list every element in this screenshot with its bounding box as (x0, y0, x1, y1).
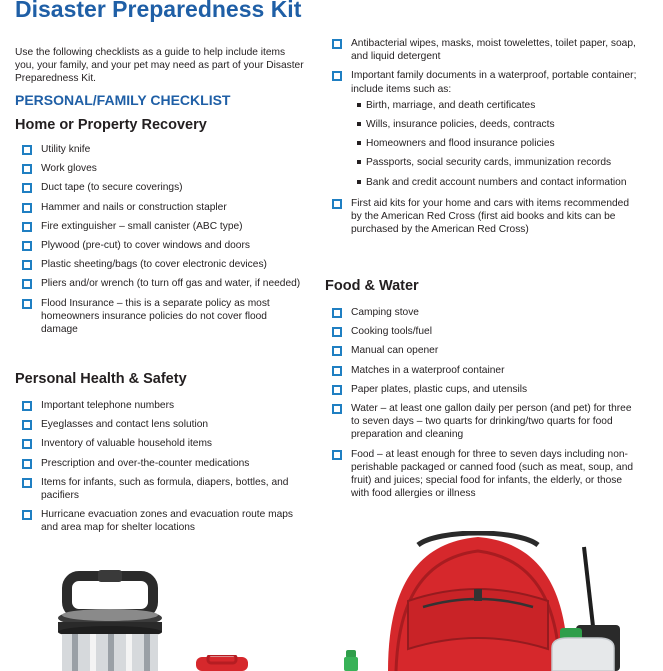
checkbox-icon[interactable] (22, 510, 32, 520)
sublist-item: Wills, insurance policies, deeds, contracts (351, 118, 640, 131)
checklist-item: Camping stove (325, 306, 640, 319)
checklist-item: Eyeglasses and contact lens solution (15, 418, 305, 431)
first-aid-kit-image (192, 655, 252, 671)
checklist-item: Fire extinguisher – small canister (ABC type) (15, 220, 305, 233)
checklist-item: Hammer and nails or construction stapler (15, 201, 305, 214)
checkbox-icon[interactable] (332, 366, 342, 376)
checklist-item: Utility knife (15, 143, 305, 156)
checklist-item: Plastic sheeting/bags (to cover electronic devices) (15, 258, 305, 271)
food-water-heading: Food & Water (325, 278, 419, 294)
bullet-icon (357, 122, 361, 126)
lantern-image (40, 568, 180, 671)
checkbox-icon[interactable] (22, 299, 32, 309)
documents-sublist (351, 99, 640, 189)
bullet-icon (357, 160, 361, 164)
checkbox-icon[interactable] (332, 346, 342, 356)
checkbox-icon[interactable] (332, 404, 342, 414)
checkbox-icon[interactable] (22, 241, 32, 251)
checklist-item: First aid kits for your home and cars with items recommended by the American Red Cross (first aid books and kits can be purchased by the American Red Cross) (325, 197, 640, 237)
home-recovery-list (15, 143, 305, 336)
checkbox-icon[interactable] (22, 439, 32, 449)
checklist-item: Plywood (pre-cut) to cover windows and doors (15, 239, 305, 252)
checklist-item: Paper plates, plastic cups, and utensils (325, 383, 640, 396)
checkbox-icon[interactable] (22, 459, 32, 469)
checkbox-icon[interactable] (22, 203, 32, 213)
checklist-item: Hurricane evacuation zones and evacuation route maps and area map for shelter locations (15, 508, 305, 534)
bullet-icon (357, 141, 361, 145)
checkbox-icon[interactable] (332, 450, 342, 460)
checklist-item: Antibacterial wipes, masks, moist towelettes, toilet paper, soap, and liquid detergent (325, 37, 640, 63)
checklist-item: Inventory of valuable household items (15, 437, 305, 450)
checkbox-icon[interactable] (22, 145, 32, 155)
checklist-item: Important telephone numbers (15, 399, 305, 412)
checkbox-icon[interactable] (332, 39, 342, 49)
checklist-item: Food – at least enough for three to seven days including non-perishable packaged or canned food (such as meat, soup, and fruit) and juices; special food for infants, the elderly, or those with food allergies or illness (325, 448, 640, 501)
intro-text: Use the following checklists as a guide to help include items you, your family, and your pet may need as part of your Disaster Preparedness Kit. (15, 47, 304, 85)
health-safety-list (15, 399, 305, 535)
checklist-item: Flood Insurance – this is a separate policy as most homeowners insurance policies do not cover flood damage (15, 297, 305, 337)
bullet-icon (357, 103, 361, 107)
checklist-item: Important family documents in a waterproof, portable container; include items such as: Birth, marriage, and death certificates Wills, insurance policies, deeds, contracts Homeowners and flood insurance policies Passports, social security cards, immunization records Bank and credit account numbers and contact information (325, 69, 640, 188)
sublist-item: Passports, social security cards, immunization records (351, 156, 640, 169)
sublist-item: Homeowners and flood insurance policies (351, 137, 640, 150)
checklist-item: Cooking tools/fuel (325, 325, 640, 338)
supplies-list (325, 37, 640, 236)
checklist-item: Work gloves (15, 162, 305, 175)
checkbox-icon[interactable] (332, 385, 342, 395)
water-jug-image (548, 622, 618, 671)
checklist-item: Prescription and over-the-counter medications (15, 457, 305, 470)
health-safety-heading: Personal Health & Safety (15, 371, 187, 387)
checkbox-icon[interactable] (22, 183, 32, 193)
checkbox-icon[interactable] (22, 260, 32, 270)
sublist-item: Birth, marriage, and death certificates (351, 99, 640, 112)
checkbox-icon[interactable] (332, 327, 342, 337)
checkbox-icon[interactable] (22, 164, 32, 174)
checklist-item: Manual can opener (325, 344, 640, 357)
checkbox-icon[interactable] (22, 478, 32, 488)
checklist-item: Pliers and/or wrench (to turn off gas and water, if needed) (15, 277, 305, 290)
checkbox-icon[interactable] (332, 71, 342, 81)
bullet-icon (357, 180, 361, 184)
section-heading: PERSONAL/FAMILY CHECKLIST (15, 92, 231, 108)
checkbox-icon[interactable] (332, 308, 342, 318)
home-recovery-heading: Home or Property Recovery (15, 117, 207, 133)
food-water-list (325, 306, 640, 500)
sublist-item: Bank and credit account numbers and contact information (351, 176, 640, 189)
checklist-item: Items for infants, such as formula, diapers, bottles, and pacifiers (15, 476, 305, 502)
checklist-item: Matches in a waterproof container (325, 364, 640, 377)
spray-bottle-image (340, 650, 362, 671)
page-title: Disaster Preparedness Kit (15, 0, 302, 22)
checkbox-icon[interactable] (22, 279, 32, 289)
checkbox-icon[interactable] (22, 420, 32, 430)
checklist-item: Duct tape (to secure coverings) (15, 181, 305, 194)
checkbox-icon[interactable] (22, 222, 32, 232)
checklist-item: Water – at least one gallon daily per person (and pet) for three to seven days – two quarts for drinking/two quarts for food preparation and cleaning (325, 402, 640, 442)
checkbox-icon[interactable] (22, 401, 32, 411)
checkbox-icon[interactable] (332, 199, 342, 209)
